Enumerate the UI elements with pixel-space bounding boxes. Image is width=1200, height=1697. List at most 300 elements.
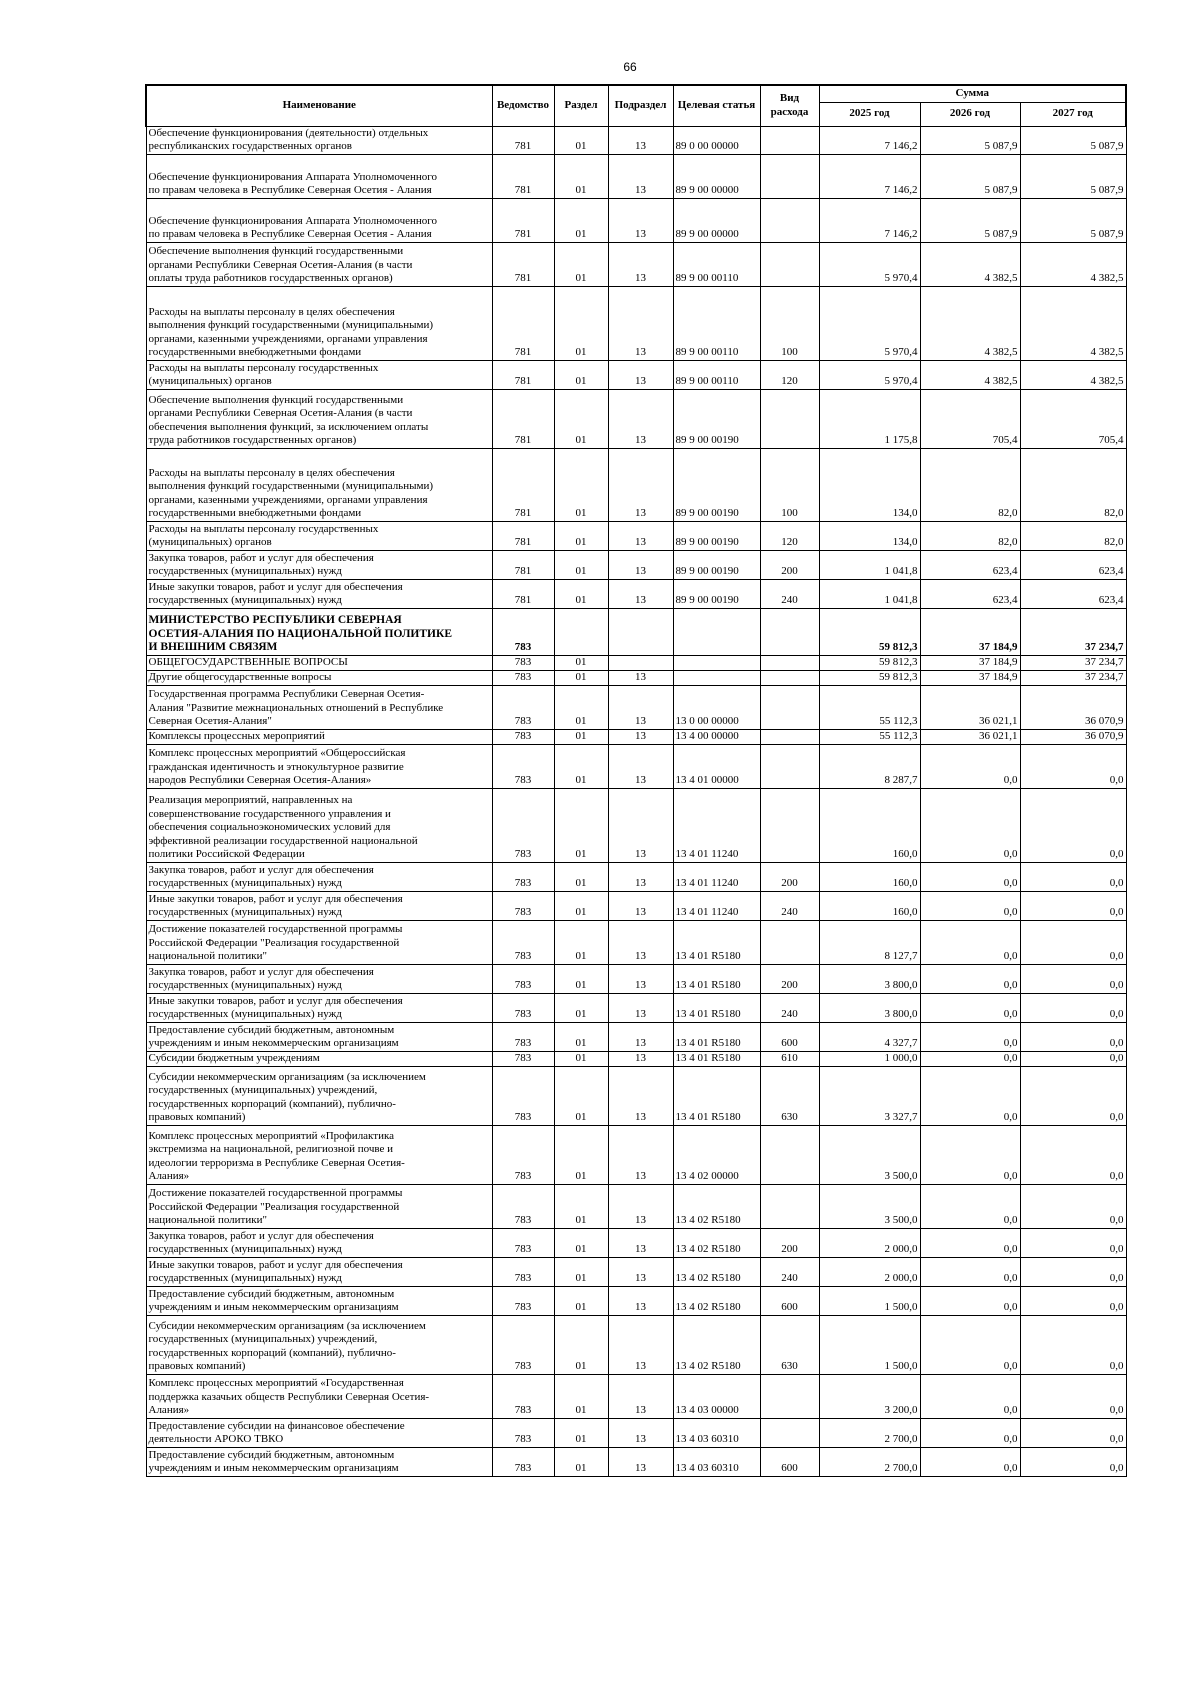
row-target-article <box>673 655 760 670</box>
table-row <box>146 1228 1126 1257</box>
row-section: 01 <box>554 389 608 448</box>
row-target-article: 13 4 02 00000 <box>673 1125 760 1184</box>
row-department: 783 <box>492 1051 554 1066</box>
row-amount-2026: 36 021,1 <box>920 685 1020 729</box>
row-subsection: 13 <box>608 920 673 964</box>
row-subsection: 13 <box>608 550 673 579</box>
row-expense-type <box>760 1125 819 1184</box>
row-department: 783 <box>492 1022 554 1051</box>
header-amount: Сумма <box>819 85 1126 102</box>
row-amount-2026: 0,0 <box>920 891 1020 920</box>
row-expense-type: 600 <box>760 1286 819 1315</box>
table-row <box>146 1315 1126 1374</box>
row-name: Предоставление субсидии на финансовое обеспечение деятельности АРОКО ТВКО <box>146 1418 492 1447</box>
row-department: 783 <box>492 1374 554 1418</box>
row-subsection: 13 <box>608 685 673 729</box>
row-expense-type: 240 <box>760 993 819 1022</box>
row-name: ОБЩЕГОСУДАРСТВЕННЫЕ ВОПРОСЫ <box>146 655 492 670</box>
row-amount-2025: 55 112,3 <box>819 729 920 744</box>
row-subsection: 13 <box>608 448 673 521</box>
row-subsection: 13 <box>608 788 673 862</box>
row-section: 01 <box>554 126 608 154</box>
row-name: Закупка товаров, работ и услуг для обеспечения государственных (муниципальных) нужд <box>146 862 492 891</box>
table-row <box>146 154 1126 198</box>
row-amount-2026: 5 087,9 <box>920 154 1020 198</box>
row-department: 783 <box>492 744 554 788</box>
row-amount-2027: 0,0 <box>1020 1051 1126 1066</box>
row-subsection: 13 <box>608 1286 673 1315</box>
row-target-article: 13 4 02 R5180 <box>673 1228 760 1257</box>
row-department: 783 <box>492 685 554 729</box>
row-department: 783 <box>492 1447 554 1476</box>
row-amount-2025: 3 800,0 <box>819 964 920 993</box>
row-amount-2027: 623,4 <box>1020 550 1126 579</box>
row-subsection: 13 <box>608 1315 673 1374</box>
table-row <box>146 550 1126 579</box>
row-subsection: 13 <box>608 1374 673 1418</box>
row-expense-type: 600 <box>760 1022 819 1051</box>
row-amount-2027: 5 087,9 <box>1020 126 1126 154</box>
row-amount-2026: 0,0 <box>920 1125 1020 1184</box>
row-section: 01 <box>554 685 608 729</box>
table-header <box>146 85 1126 126</box>
row-target-article: 13 4 02 R5180 <box>673 1184 760 1228</box>
row-amount-2026: 623,4 <box>920 579 1020 608</box>
row-subsection: 13 <box>608 670 673 685</box>
row-amount-2026: 0,0 <box>920 1374 1020 1418</box>
row-amount-2026: 4 382,5 <box>920 360 1020 389</box>
table-row <box>146 920 1126 964</box>
row-department: 783 <box>492 862 554 891</box>
row-subsection <box>608 608 673 655</box>
row-subsection: 13 <box>608 286 673 360</box>
row-amount-2025: 4 327,7 <box>819 1022 920 1051</box>
row-amount-2027: 37 234,7 <box>1020 670 1126 685</box>
row-department: 781 <box>492 521 554 550</box>
row-amount-2025: 134,0 <box>819 448 920 521</box>
row-name: Обеспечение функционирования Аппарата Уполномоченного по правам человека в Республике Северная Осетия - Алания <box>146 198 492 242</box>
row-section: 01 <box>554 891 608 920</box>
table-row <box>146 788 1126 862</box>
row-amount-2025: 8 127,7 <box>819 920 920 964</box>
row-department: 783 <box>492 788 554 862</box>
row-amount-2025: 8 287,7 <box>819 744 920 788</box>
row-amount-2027: 0,0 <box>1020 1066 1126 1125</box>
table-row <box>146 964 1126 993</box>
row-section: 01 <box>554 242 608 286</box>
row-expense-type <box>760 198 819 242</box>
table-row <box>146 579 1126 608</box>
table-row <box>146 1125 1126 1184</box>
row-target-article: 89 0 00 00000 <box>673 126 760 154</box>
row-department: 783 <box>492 891 554 920</box>
row-amount-2025: 5 970,4 <box>819 286 920 360</box>
row-amount-2026: 0,0 <box>920 1286 1020 1315</box>
row-amount-2025: 59 812,3 <box>819 670 920 685</box>
row-amount-2027: 0,0 <box>1020 1374 1126 1418</box>
row-amount-2025: 2 000,0 <box>819 1257 920 1286</box>
row-amount-2027: 0,0 <box>1020 862 1126 891</box>
row-section: 01 <box>554 964 608 993</box>
row-target-article: 13 4 03 00000 <box>673 1374 760 1418</box>
row-amount-2027: 0,0 <box>1020 1257 1126 1286</box>
row-amount-2026: 0,0 <box>920 920 1020 964</box>
table-row <box>146 448 1126 521</box>
row-section: 01 <box>554 1125 608 1184</box>
row-section: 01 <box>554 744 608 788</box>
row-name: Достижение показателей государственной программы Российской Федерации "Реализация государственной национальной политики" <box>146 920 492 964</box>
row-amount-2027: 82,0 <box>1020 521 1126 550</box>
row-expense-type: 200 <box>760 964 819 993</box>
row-amount-2027: 705,4 <box>1020 389 1126 448</box>
row-amount-2026: 0,0 <box>920 1418 1020 1447</box>
row-name: Комплексы процессных мероприятий <box>146 729 492 744</box>
row-subsection: 13 <box>608 862 673 891</box>
table-row <box>146 286 1126 360</box>
row-department: 781 <box>492 154 554 198</box>
row-target-article: 13 0 00 00000 <box>673 685 760 729</box>
header-section: Раздел <box>554 85 608 126</box>
row-section: 01 <box>554 1286 608 1315</box>
row-subsection <box>608 655 673 670</box>
row-target-article: 13 4 02 R5180 <box>673 1286 760 1315</box>
row-amount-2025: 2 700,0 <box>819 1447 920 1476</box>
row-department: 783 <box>492 1315 554 1374</box>
row-subsection: 13 <box>608 1066 673 1125</box>
row-subsection: 13 <box>608 1418 673 1447</box>
row-name: Иные закупки товаров, работ и услуг для обеспечения государственных (муниципальных) нужд <box>146 1257 492 1286</box>
row-amount-2027: 37 234,7 <box>1020 608 1126 655</box>
row-section: 01 <box>554 521 608 550</box>
row-department: 781 <box>492 126 554 154</box>
row-name: Комплекс процессных мероприятий «Общероссийская гражданская идентичность и этнокультурное развитие народов Республики Северная Осетия-Алания» <box>146 744 492 788</box>
row-amount-2026: 0,0 <box>920 744 1020 788</box>
row-name: Расходы на выплаты персоналу государственных (муниципальных) органов <box>146 360 492 389</box>
row-target-article: 89 9 00 00190 <box>673 550 760 579</box>
row-department: 781 <box>492 550 554 579</box>
row-amount-2026: 37 184,9 <box>920 655 1020 670</box>
row-expense-type <box>760 1374 819 1418</box>
row-target-article: 13 4 00 00000 <box>673 729 760 744</box>
row-amount-2025: 7 146,2 <box>819 126 920 154</box>
budget-table <box>145 84 1127 1477</box>
row-amount-2026: 5 087,9 <box>920 198 1020 242</box>
row-amount-2026: 37 184,9 <box>920 608 1020 655</box>
row-subsection: 13 <box>608 154 673 198</box>
row-amount-2027: 0,0 <box>1020 993 1126 1022</box>
row-amount-2025: 160,0 <box>819 891 920 920</box>
row-name: Иные закупки товаров, работ и услуг для обеспечения государственных (муниципальных) нужд <box>146 891 492 920</box>
row-expense-type: 200 <box>760 1228 819 1257</box>
table-row <box>146 655 1126 670</box>
row-department: 781 <box>492 198 554 242</box>
row-target-article: 89 9 00 00190 <box>673 579 760 608</box>
row-target-article: 13 4 03 60310 <box>673 1447 760 1476</box>
row-target-article: 89 9 00 00190 <box>673 389 760 448</box>
row-name: Иные закупки товаров, работ и услуг для обеспечения государственных (муниципальных) нужд <box>146 993 492 1022</box>
row-expense-type: 100 <box>760 448 819 521</box>
row-department: 783 <box>492 670 554 685</box>
row-amount-2025: 1 041,8 <box>819 550 920 579</box>
row-amount-2027: 82,0 <box>1020 448 1126 521</box>
row-section: 01 <box>554 1022 608 1051</box>
table-row <box>146 862 1126 891</box>
row-section: 01 <box>554 1447 608 1476</box>
row-amount-2026: 0,0 <box>920 1257 1020 1286</box>
row-expense-type <box>760 242 819 286</box>
header-year-2027: 2027 год <box>1020 102 1126 126</box>
row-section: 01 <box>554 1257 608 1286</box>
row-expense-type <box>760 1418 819 1447</box>
row-target-article: 13 4 01 11240 <box>673 788 760 862</box>
row-amount-2026: 0,0 <box>920 1315 1020 1374</box>
page-number: 66 <box>623 60 637 74</box>
row-amount-2025: 59 812,3 <box>819 608 920 655</box>
row-subsection: 13 <box>608 1447 673 1476</box>
row-target-article: 89 9 00 00110 <box>673 286 760 360</box>
row-amount-2026: 37 184,9 <box>920 670 1020 685</box>
row-section: 01 <box>554 579 608 608</box>
row-expense-type: 100 <box>760 286 819 360</box>
row-amount-2025: 7 146,2 <box>819 154 920 198</box>
row-subsection: 13 <box>608 744 673 788</box>
row-expense-type <box>760 920 819 964</box>
row-department: 783 <box>492 993 554 1022</box>
row-amount-2025: 59 812,3 <box>819 655 920 670</box>
row-amount-2026: 0,0 <box>920 788 1020 862</box>
row-target-article: 13 4 01 R5180 <box>673 964 760 993</box>
row-amount-2025: 2 700,0 <box>819 1418 920 1447</box>
row-department: 781 <box>492 242 554 286</box>
row-name: Обеспечение выполнения функций государственными органами Республики Северная Осетия-Алания (в части обеспечения выполнения функций, за исключением оплаты труда работников государственных органов) <box>146 389 492 448</box>
row-department: 783 <box>492 1257 554 1286</box>
row-expense-type: 240 <box>760 579 819 608</box>
row-amount-2026: 623,4 <box>920 550 1020 579</box>
row-section: 01 <box>554 448 608 521</box>
row-target-article: 13 4 01 11240 <box>673 891 760 920</box>
row-name: Субсидии бюджетным учреждениям <box>146 1051 492 1066</box>
table-row <box>146 1051 1126 1066</box>
row-name: Закупка товаров, работ и услуг для обеспечения государственных (муниципальных) нужд <box>146 964 492 993</box>
row-department: 783 <box>492 964 554 993</box>
row-subsection: 13 <box>608 579 673 608</box>
row-name: Иные закупки товаров, работ и услуг для обеспечения государственных (муниципальных) нужд <box>146 579 492 608</box>
row-department: 781 <box>492 579 554 608</box>
row-department: 783 <box>492 1066 554 1125</box>
row-target-article <box>673 670 760 685</box>
row-amount-2025: 160,0 <box>819 862 920 891</box>
row-target-article: 13 4 02 R5180 <box>673 1315 760 1374</box>
row-department: 781 <box>492 286 554 360</box>
row-department: 783 <box>492 1184 554 1228</box>
row-target-article: 89 9 00 00190 <box>673 521 760 550</box>
row-subsection: 13 <box>608 198 673 242</box>
row-amount-2025: 134,0 <box>819 521 920 550</box>
row-amount-2027: 0,0 <box>1020 1286 1126 1315</box>
table-row <box>146 744 1126 788</box>
row-name: Предоставление субсидий бюджетным, автономным учреждениям и иным некоммерческим организациям <box>146 1022 492 1051</box>
header-year-2025: 2025 год <box>819 102 920 126</box>
row-expense-type: 630 <box>760 1315 819 1374</box>
row-amount-2026: 705,4 <box>920 389 1020 448</box>
row-section: 01 <box>554 1374 608 1418</box>
table-row <box>146 670 1126 685</box>
row-subsection: 13 <box>608 521 673 550</box>
row-amount-2025: 3 500,0 <box>819 1125 920 1184</box>
row-section: 01 <box>554 729 608 744</box>
row-section: 01 <box>554 154 608 198</box>
row-amount-2027: 5 087,9 <box>1020 198 1126 242</box>
row-amount-2025: 1 175,8 <box>819 389 920 448</box>
row-amount-2027: 0,0 <box>1020 1022 1126 1051</box>
row-name: Государственная программа Республики Северная Осетия- Алания "Развитие межнациональных отношений в Республике Северная Осетия-Алания" <box>146 685 492 729</box>
row-name: Субсидии некоммерческим организациям (за исключением государственных (муниципальных) учреждений, государственных корпораций (компаний), публично- правовых компаний) <box>146 1315 492 1374</box>
row-target-article: 89 9 00 00190 <box>673 448 760 521</box>
row-amount-2026: 0,0 <box>920 1447 1020 1476</box>
row-target-article: 89 9 00 00000 <box>673 154 760 198</box>
header-year-2026: 2026 год <box>920 102 1020 126</box>
row-section: 01 <box>554 1418 608 1447</box>
row-subsection: 13 <box>608 1051 673 1066</box>
row-amount-2026: 0,0 <box>920 1184 1020 1228</box>
table-row <box>146 521 1126 550</box>
row-name: Расходы на выплаты персоналу государственных (муниципальных) органов <box>146 521 492 550</box>
table-row <box>146 1418 1126 1447</box>
row-department: 783 <box>492 1286 554 1315</box>
row-target-article: 89 9 00 00110 <box>673 242 760 286</box>
row-target-article: 13 4 01 11240 <box>673 862 760 891</box>
row-amount-2027: 0,0 <box>1020 1418 1126 1447</box>
row-section <box>554 608 608 655</box>
row-subsection: 13 <box>608 389 673 448</box>
row-name: Обеспечение функционирования Аппарата Уполномоченного по правам человека в Республике Северная Осетия - Алания <box>146 154 492 198</box>
row-section: 01 <box>554 286 608 360</box>
row-amount-2027: 4 382,5 <box>1020 286 1126 360</box>
header-department: Ведомство <box>492 85 554 126</box>
row-amount-2025: 160,0 <box>819 788 920 862</box>
row-section: 01 <box>554 655 608 670</box>
row-expense-type <box>760 655 819 670</box>
row-expense-type: 240 <box>760 1257 819 1286</box>
row-amount-2026: 0,0 <box>920 1066 1020 1125</box>
table-row <box>146 1447 1126 1476</box>
row-amount-2027: 0,0 <box>1020 1125 1126 1184</box>
row-amount-2025: 55 112,3 <box>819 685 920 729</box>
row-name: Реализация мероприятий, направленных на совершенствование государственного управления и обеспечения социальноэкономических условий для эффективной реализации государственной национальной политики Российской Федерации <box>146 788 492 862</box>
row-expense-type: 120 <box>760 360 819 389</box>
row-expense-type <box>760 126 819 154</box>
row-amount-2025: 3 500,0 <box>819 1184 920 1228</box>
row-amount-2026: 0,0 <box>920 964 1020 993</box>
row-name: Закупка товаров, работ и услуг для обеспечения государственных (муниципальных) нужд <box>146 1228 492 1257</box>
row-amount-2025: 3 327,7 <box>819 1066 920 1125</box>
row-amount-2025: 5 970,4 <box>819 360 920 389</box>
row-name: Расходы на выплаты персоналу в целях обеспечения выполнения функций государственными (муниципальными) органами, казенными учреждениями, органами управления государственными внебюджетными фондами <box>146 448 492 521</box>
row-section: 01 <box>554 1228 608 1257</box>
row-expense-type <box>760 729 819 744</box>
row-department: 783 <box>492 729 554 744</box>
row-target-article: 89 9 00 00110 <box>673 360 760 389</box>
row-section: 01 <box>554 198 608 242</box>
row-amount-2026: 0,0 <box>920 993 1020 1022</box>
row-expense-type <box>760 670 819 685</box>
row-amount-2026: 0,0 <box>920 1051 1020 1066</box>
row-amount-2025: 5 970,4 <box>819 242 920 286</box>
row-subsection: 13 <box>608 891 673 920</box>
table-row <box>146 389 1126 448</box>
row-department: 781 <box>492 448 554 521</box>
row-amount-2027: 0,0 <box>1020 964 1126 993</box>
row-subsection: 13 <box>608 1125 673 1184</box>
row-name: Другие общегосударственные вопросы <box>146 670 492 685</box>
header-expense-type: Вид расхода <box>760 85 819 126</box>
row-amount-2027: 36 070,9 <box>1020 729 1126 744</box>
row-amount-2025: 1 041,8 <box>819 579 920 608</box>
row-amount-2025: 1 000,0 <box>819 1051 920 1066</box>
row-expense-type: 120 <box>760 521 819 550</box>
row-department: 783 <box>492 1418 554 1447</box>
table-row <box>146 608 1126 655</box>
row-amount-2027: 5 087,9 <box>1020 154 1126 198</box>
table-row <box>146 360 1126 389</box>
row-target-article: 13 4 01 00000 <box>673 744 760 788</box>
table-row <box>146 1257 1126 1286</box>
row-target-article: 13 4 01 R5180 <box>673 1051 760 1066</box>
row-amount-2026: 36 021,1 <box>920 729 1020 744</box>
row-section: 01 <box>554 862 608 891</box>
row-amount-2026: 0,0 <box>920 862 1020 891</box>
row-department: 783 <box>492 1125 554 1184</box>
row-subsection: 13 <box>608 126 673 154</box>
row-subsection: 13 <box>608 360 673 389</box>
header-target-article: Целевая статья <box>673 85 760 126</box>
row-amount-2027: 0,0 <box>1020 744 1126 788</box>
table-row <box>146 126 1126 154</box>
row-expense-type <box>760 788 819 862</box>
row-expense-type <box>760 744 819 788</box>
row-department: 781 <box>492 389 554 448</box>
row-target-article <box>673 608 760 655</box>
row-amount-2027: 37 234,7 <box>1020 655 1126 670</box>
header-subsection: Подраздел <box>608 85 673 126</box>
row-department: 783 <box>492 1228 554 1257</box>
row-amount-2025: 3 200,0 <box>819 1374 920 1418</box>
table-row <box>146 729 1126 744</box>
row-section: 01 <box>554 360 608 389</box>
row-amount-2026: 5 087,9 <box>920 126 1020 154</box>
row-section: 01 <box>554 550 608 579</box>
row-section: 01 <box>554 1051 608 1066</box>
row-target-article: 89 9 00 00000 <box>673 198 760 242</box>
row-amount-2025: 1 500,0 <box>819 1315 920 1374</box>
row-department: 783 <box>492 920 554 964</box>
table-row <box>146 198 1126 242</box>
row-amount-2027: 0,0 <box>1020 920 1126 964</box>
row-subsection: 13 <box>608 1022 673 1051</box>
row-target-article: 13 4 01 R5180 <box>673 1022 760 1051</box>
row-name: Закупка товаров, работ и услуг для обеспечения государственных (муниципальных) нужд <box>146 550 492 579</box>
row-name: Комплекс процессных мероприятий «Государственная поддержка казачьих обществ Республики Северная Осетия- Алания» <box>146 1374 492 1418</box>
row-amount-2027: 0,0 <box>1020 1447 1126 1476</box>
row-amount-2027: 0,0 <box>1020 1228 1126 1257</box>
row-amount-2026: 82,0 <box>920 448 1020 521</box>
row-name: Субсидии некоммерческим организациям (за исключением государственных (муниципальных) учреждений, государственных корпораций (компаний), публично- правовых компаний) <box>146 1066 492 1125</box>
row-subsection: 13 <box>608 242 673 286</box>
row-section: 01 <box>554 788 608 862</box>
row-expense-type <box>760 1184 819 1228</box>
row-expense-type: 600 <box>760 1447 819 1476</box>
row-department: 783 <box>492 655 554 670</box>
